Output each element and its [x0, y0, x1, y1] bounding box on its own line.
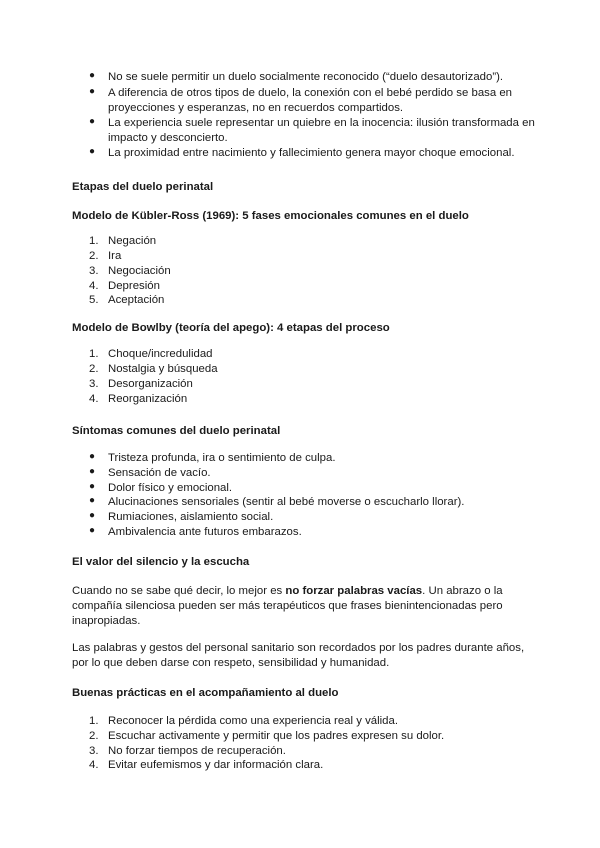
bullet-icon: ● [89, 451, 96, 462]
section-heading-buenas: Buenas prácticas en el acompañamiento al duelo [72, 687, 339, 699]
bullet-icon: ● [89, 70, 96, 81]
section-heading-etapas: Etapas del duelo perinatal [72, 181, 214, 193]
paragraph-silencio-1: Cuando no se sabe qué decir, lo mejor es no forzar palabras vacías. Un abrazo o la compañía silenciosa pueden ser más terapéuticos que frases bienintencionadas pero inapropiadas. [72, 585, 503, 628]
document-page: ● No se suele permitir un duelo socialmente reconocido (“duelo desautorizado”). ● A diferencia de otros tipos de duelo, la conexión con el bebé perdido se basa en proyecciones y esperanzas, no en recuerdos compartidos. ● La experiencia suele representar un quiebre en la inocencia: ilusión transformada en impacto y desconcierto. ● La proximidad entre nacimiento y fallecimiento genera mayor choque emocional. Etapas del duelo perinatal Modelo de Kübler-Ross (1969): 5 fases emocionales comunes en el duelo 1. Negación 2. Ira 3. Negociación 4. Depresión 5. Aceptación Modelo de Bowlby (teoría del apego): 4 etapas del proceso 1. Choque/incredulidad 2. Nostalgia y búsqueda 3. Desorganización 4. Reorganización Síntomas comunes del duelo perinatal ● Tristeza profunda, ira o sentimiento de culpa. ● Sensación de vacío. ● Dolor físico y emocional. ● Alucinaciones sensoriales (sentir al bebé moverse o escucharlo llorar). ● Rumiaciones, aislamiento social. ● Ambivalencia ante futuros embarazos. El valor del silencio y la escucha Cuando no se sabe qué decir, lo mejor es no forzar palabras vacías. Un abrazo o la compañía silenciosa pueden ser más terapéuticos que frases bienintencionadas pero inapropiadas. Las palabras y gestos del personal sanitario son recordados por los padres durante años, por lo que deben darse con respeto, sensibilidad y humanidad. Buenas prácticas en el acompañamiento al duelo 1. Reconocer la pérdida como una experiencia real y válida. 2. Escuchar activamente y permitir que los padres expresen su dolor. 3. No forzar tiempos de recuperación. 4. Evitar eufemismos y dar información clara. [72, 70, 535, 771]
section-heading-bowlby: Modelo de Bowlby (teoría del apego): 4 etapas del proceso [72, 322, 390, 334]
bullet-icon: ● [89, 86, 96, 97]
bullet-icon: ● [89, 525, 96, 536]
bullet-icon: ● [89, 510, 96, 521]
paragraph-silencio-2: Las palabras y gestos del personal sanitario son recordados por los padres durante años, por lo que deben darse con respeto, sensibilidad y humanidad. [72, 642, 525, 670]
bullet-icon: ● [89, 116, 96, 127]
section-heading-sintomas: Síntomas comunes del duelo perinatal [72, 425, 281, 437]
bullet-icon: ● [89, 481, 96, 492]
bullet-icon: ● [89, 146, 96, 157]
bullet-icon: ● [89, 495, 96, 506]
bullet-icon: ● [89, 466, 96, 477]
section-heading-silencio: El valor del silencio y la escucha [72, 556, 250, 568]
section-heading-kubler: Modelo de Kübler-Ross (1969): 5 fases emocionales comunes en el duelo [72, 210, 469, 222]
